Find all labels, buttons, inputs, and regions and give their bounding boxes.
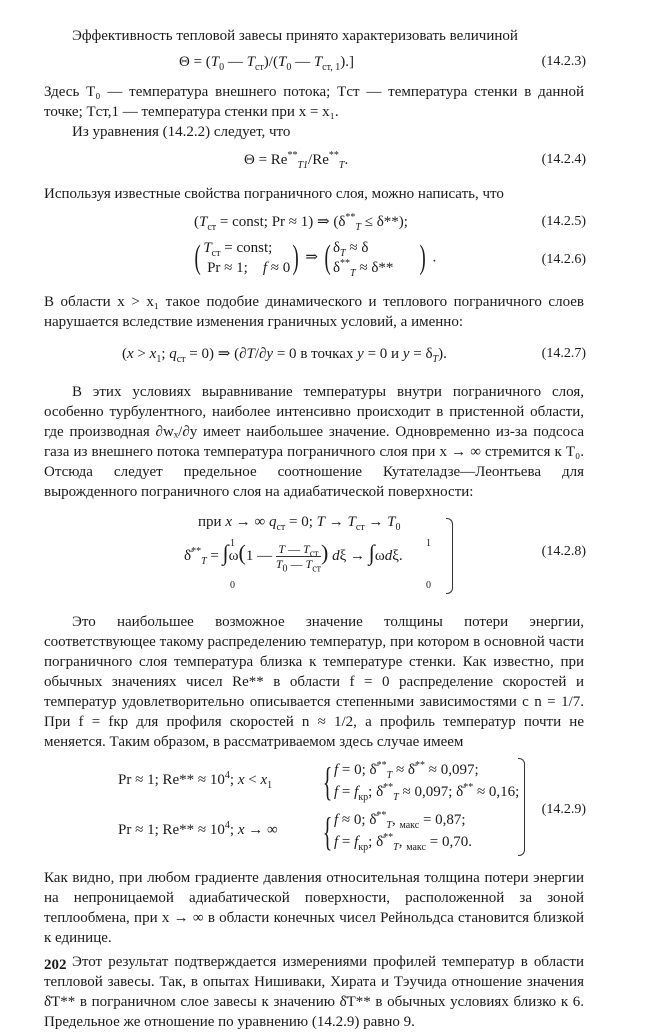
equation-number: (14.2.6) [541,252,586,267]
equation-number: (14.2.4) [541,152,586,167]
paragraph-intro: Эффективность тепловой завесы принято характеризовать величиной [72,28,518,44]
paragraph-definitions: Здесь T₀ — температура внешнего потока; Tст — температура стенки в данной точке; Tст,1 — температура стенки при x = x₁. [44,84,584,120]
equation-14-2-7: ($x > x_1$; $q_{ст} = 0$) ⇒ (∂T/∂y = 0 в точках y = 0 и $y = \delta_T$). (14.2.7) [122,346,586,365]
paragraph-from-equation: Из уравнения (14.2.2) следует, что [72,124,291,140]
page-body [44,26,584,1032]
paragraph-experiments: Этот результат подтверждается измерениями профилей температур в области тепловой завесы. Так, в опытах Нишиваки, Хирата и Тэучида отношение значения δ̄T** в пограничном слое завесы к значению δ̄T** в обычных условиях близко к 6. Предельное же отношение по уравнению (14.2.9) равно 9. [44,954,584,1030]
page-number: 202 [44,957,67,973]
equation-14-2-6: ( $T_{ст}$ = const; Pr ≈ 1; f ≈ 0) ⇒ ( $\delta_T \approx \delta$ $\delta^{**}_T \approx \delta**$ ) . (14.2.6) [194,239,586,279]
paragraph-similarity-broken: В области x > x₁ такое подобие динамического и теплового пограничного слоев нарушается вследствие изменения граничных условий, а именно: [44,294,584,330]
eq7-words: в точках [300,346,354,362]
equation-number: (14.2.7) [541,346,586,361]
equation-number: (14.2.8) [541,544,586,559]
equation-number: (14.2.9) [541,802,586,817]
paragraph-boundary-layer: Используя известные свойства пограничного слоя, можно написать, что [44,186,504,202]
paragraph-kutateladze: В этих условиях выравнивание температуры внутри пограничного слоя, особенно турбулентного, наиболее интенсивно происходит в пристенной области, где производная ∂wₓ/∂y имеет наибольшее значение. Одновременно из-за подсоса газа из внешнего потока температура пограничного слоя при x → ∞ стремится к T₀. Отсюда следует предельное соотношение Кутателадзе—Леонтьева для вырожденного пограничного слоя на адиабатической поверхности: [44,384,584,500]
eq8-word: при [198,514,222,530]
equation-14-2-9: Pr ≈ 1; $Re** \approx 10^4$; $x < x_1$ { f = 0; $\deltā^{**}_T$ ≈ δ̄** ≈ 0,097; $f = f_{кр}$; $\deltā^{**}_T \approx 0,097$; δ̄** ≈ 0,16; Pr ≈ 1; $Re** \approx 10^4$; x → ∞ { f ≈ 0; $\deltā^{**}_T$, $_{макс}$ = 0,87; $f = f_{кр}$; $\deltā^{**}_T$, $_{макс}$ = 0,70. (14.2.9) [118,759,586,854]
equation-14-2-8: при x → ∞ $q_{ст} = 0$; $T \to T_{ст} \to T_0$ $\deltā^{**}_T = \int\omega(1$ — T — $T_{ст}$ $T_0$ — $T_{ст}$) dξ → ∫ωdξ. 1 0 1 0 (14.2.8) [44,512,584,600]
equation-number: (14.2.5) [541,214,586,229]
equation-number: (14.2.3) [541,54,586,69]
equation-14-2-4: $\Theta = Re^{**}_{T1}/Re^{**}_T$. (14.2.4) [244,150,586,171]
paragraph-conclusion: Как видно, при любом градиенте давления относительная толщина потери энергии на непроницаемой адиабатической поверхности, расположенной за зоной теплообмена, при x → ∞ в области конечных чисел Рейнольдса становится близкой к единице. [44,870,584,946]
paragraph-max-thickness: Это наибольшее возможное значение толщины потери энергии, соответствующее такому распределению температур, при котором в основной части пограничного слоя температура близка к температуре стенки. Как известно, при обычных значениях чисел Re** в области f = 0 распределение скоростей и температур удовлетворительно описывается степенными зависимостями с n = 1/7. При f = fкр для профиля скоростей n ≈ 1/2, а профиль температур почти не меняется. Таким образом, в рассматриваемом здесь случае имеем [44,614,584,750]
equation-14-2-3: $\Theta = (T_0$ — $T_{ст})/(T_0$ — $T_{ст, 1}$).] (14.2.3) [179,54,586,73]
equation-14-2-5: ($T_{ст}$ = const; Pr ≈ 1) ⇒ $(\delta^{**}_T \le \delta**)$; (14.2.5) [194,212,586,233]
